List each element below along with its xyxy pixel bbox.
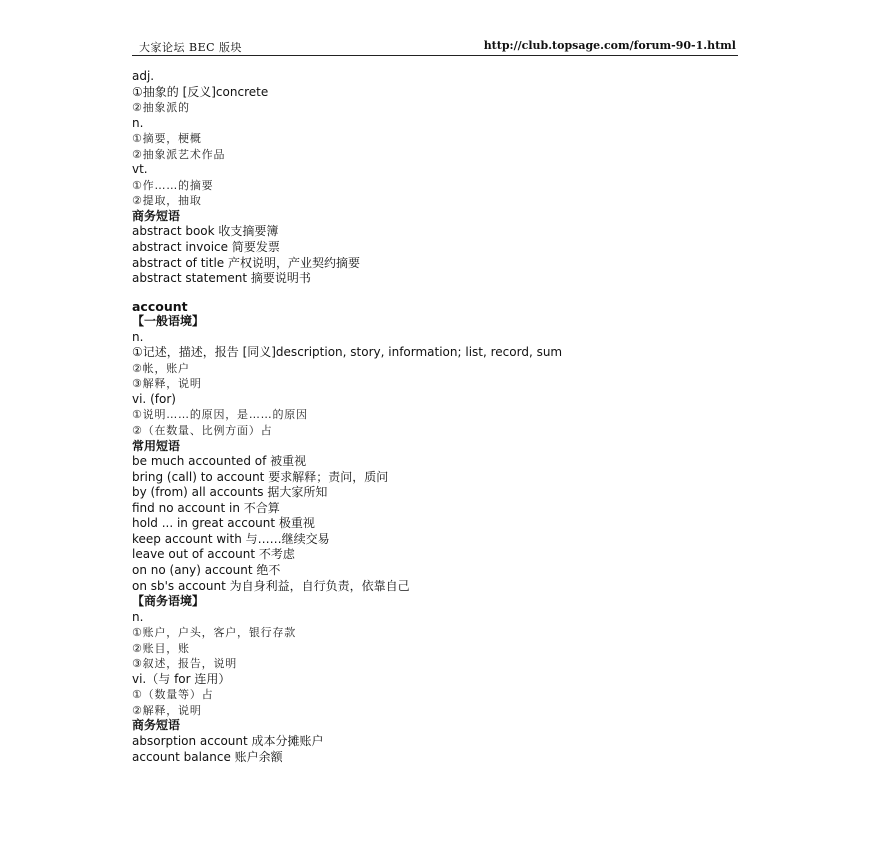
entry-line: leave out of account 不考虑 [132, 547, 295, 562]
section-heading: 商务短语 [132, 718, 181, 733]
entry-line: ②账目，账 [132, 641, 190, 655]
entry-line: ①账户，户头，客户，银行存款 [132, 626, 297, 640]
entry-line: on no (any) account 绝不 [132, 562, 281, 577]
entry-line: ②抽象派的 [132, 101, 190, 115]
entry-line: on sb's account 为自身利益，自行负责，依靠自己 [132, 578, 410, 593]
entry-line: keep account with 与……继续交易 [132, 531, 330, 546]
entry-line: ②抽象派艺术作品 [132, 147, 226, 161]
entry-line: be much accounted of 被重视 [132, 454, 307, 469]
entry-line: ①摘要，梗概 [132, 132, 202, 146]
section-gap [132, 287, 752, 299]
entry-line: ①（数量等）占 [132, 688, 214, 702]
entry-line: ①说明……的原因，是……的原因 [132, 408, 308, 422]
entry-line: abstract of title 产权说明，产业契约摘要 [132, 255, 360, 270]
entry-line: ①抽象的 [反义]concrete [132, 84, 269, 99]
entry-line: n. [132, 329, 144, 344]
entry-line: abstract statement 摘要说明书 [132, 271, 311, 286]
entry-line: vt. [132, 162, 148, 177]
entry-line: ②解释，说明 [132, 703, 202, 717]
entry-line: ②帐，账户 [132, 361, 190, 375]
entry-line: n. [132, 115, 144, 130]
entry-line: bring (call) to account 要求解释；责问，质问 [132, 469, 389, 484]
entry-line: find no account in 不合算 [132, 500, 280, 515]
entry-line: abstract book 收支摘要簿 [132, 224, 279, 239]
entry-line: absorption account 成本分摊账户 [132, 733, 324, 748]
header-divider [132, 55, 738, 56]
entry-line: abstract invoice 简要发票 [132, 240, 280, 255]
entry-line: ②（在数量、比例方面）占 [132, 424, 273, 438]
entry-line: hold ... in great account 极重视 [132, 516, 315, 531]
entry-line: ③叙述，报告，说明 [132, 657, 238, 671]
document-body [132, 69, 752, 765]
entry-line: vi. (for) [132, 391, 176, 406]
headword: account [132, 298, 188, 314]
entry-line: by (from) all accounts 据大家所知 [132, 485, 328, 500]
entry-line: ②提取，抽取 [132, 194, 202, 208]
entry-line: vi.（与 for 连用） [132, 671, 231, 686]
entry-line: n. [132, 609, 144, 624]
entry-line: ①记述，描述，报告 [同义]description, story, information; list, record, sum [132, 345, 563, 360]
section-heading: 【一般语境】 [132, 314, 205, 329]
header-url-link[interactable]: http://club.topsage.com/forum-90-1.html [483, 39, 736, 52]
entry-line: adj. [132, 69, 155, 83]
entry-line: ③解释，说明 [132, 377, 202, 391]
section-heading: 商务短语 [132, 208, 181, 223]
entry-line: account balance 账户余额 [132, 749, 283, 764]
header-left-title: 大家论坛 BEC 版块 [139, 41, 243, 54]
entry-line: ①作……的摘要 [132, 178, 214, 192]
section-heading: 常用短语 [132, 438, 181, 453]
section-heading: 【商务语境】 [132, 594, 205, 609]
